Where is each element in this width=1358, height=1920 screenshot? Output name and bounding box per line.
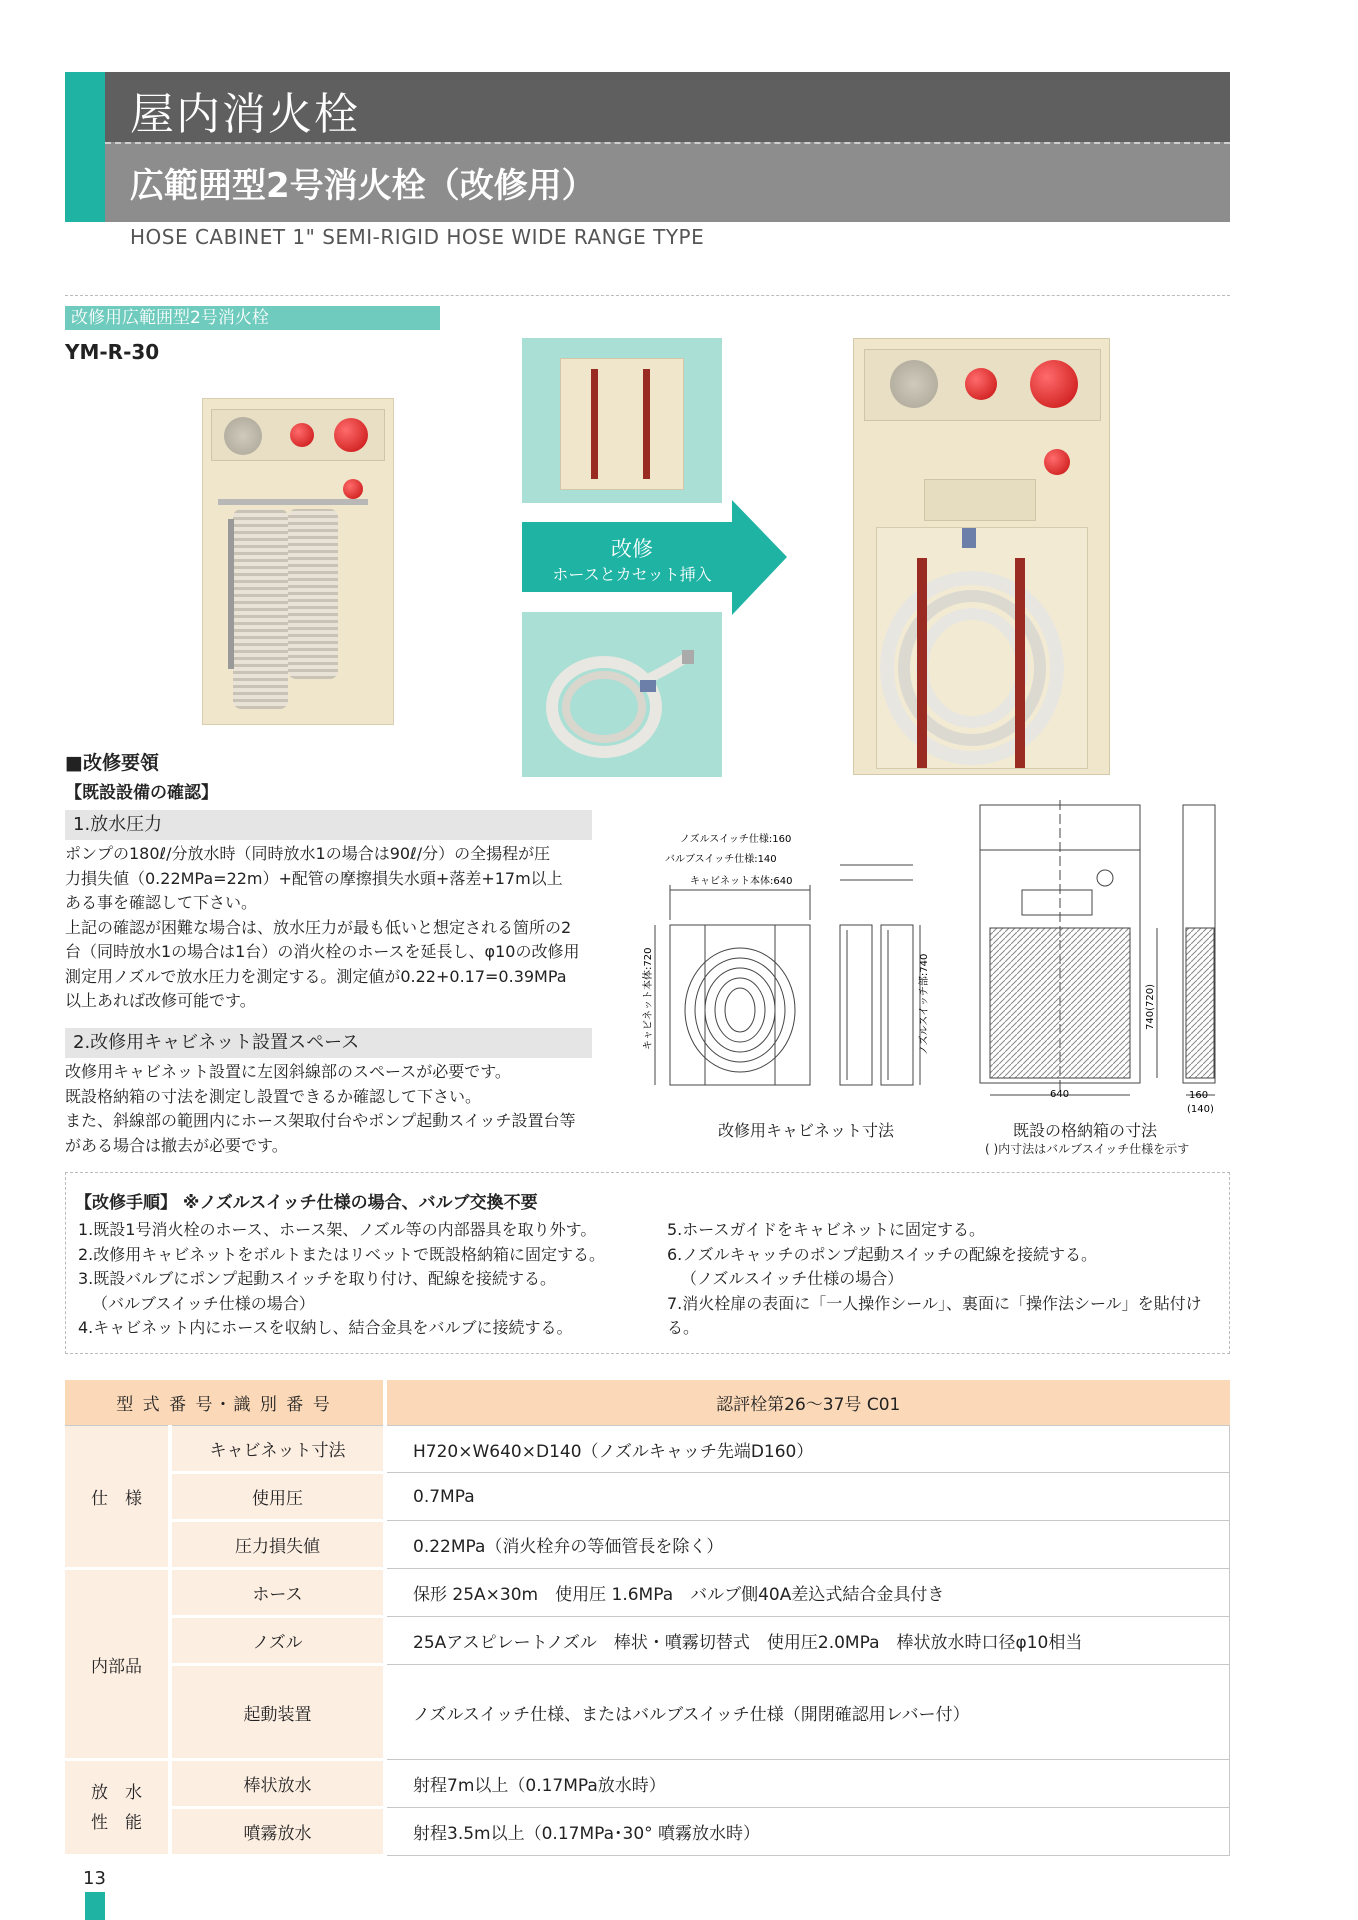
row-label: ホース xyxy=(170,1569,385,1617)
section1-body xyxy=(65,842,605,1014)
procedure-heading: 【改修手順】 ※ノズルスイッチ仕様の場合、バルブ交換不要 xyxy=(75,1193,538,1213)
valve-icon xyxy=(1044,449,1070,475)
photo-existing-cabinet xyxy=(202,398,394,725)
label-nozzle-switch: ノズルスイッチ仕様:160 xyxy=(680,834,792,845)
dim-depth: 160 xyxy=(1189,1090,1209,1101)
coiled-hose-icon xyxy=(522,612,722,777)
table-row xyxy=(65,1521,1230,1569)
procedure-step: 3.既設バルブにポンプ起動スイッチを取り付け、配線を接続する。 xyxy=(78,1269,556,1288)
text-line: ポンプの180ℓ/分放水時（同時放水1の場合は90ℓ/分）の全揚程が圧 xyxy=(65,844,551,863)
hose-strap xyxy=(643,369,650,479)
row-label: 起動装置 xyxy=(170,1665,385,1760)
category-spec: 仕 様 xyxy=(65,1426,170,1569)
row-label: 棒状放水 xyxy=(170,1760,385,1808)
table-row xyxy=(65,1380,1230,1426)
table-header-value: 認評栓第26〜37号 C01 xyxy=(385,1380,1230,1426)
table-row xyxy=(65,1665,1230,1760)
row-value: 射程3.5m以上（0.17MPa･30° 噴霧放水時） xyxy=(385,1808,1230,1856)
table-row xyxy=(65,1760,1230,1808)
procedure-step: （バルブスイッチ仕様の場合） xyxy=(92,1293,315,1313)
category-parts: 内部品 xyxy=(65,1569,170,1760)
table-row xyxy=(65,1473,1230,1521)
procedure-step: 5.ホースガイドをキャビネットに固定する。 xyxy=(667,1220,985,1239)
cabinet-dimension-drawing xyxy=(635,820,930,1090)
category-performance-line1: 放 水 xyxy=(91,1782,142,1803)
text-line: 台（同時放水1の場合は1台）の消火栓のホースを延長し、φ10の改修用 xyxy=(65,942,580,961)
text-line: がある場合は撤去が必要です。 xyxy=(65,1135,288,1155)
text-line: ある事を確認して下さい。 xyxy=(65,893,258,912)
label-cabinet-width: キャビネット本体:640 xyxy=(690,876,793,887)
nozzle xyxy=(228,519,234,669)
guide-subheading: 【既設設備の確認】 xyxy=(65,783,218,803)
folded-hose xyxy=(233,509,288,709)
text-line: 測定用ノズルで放水圧力を測定する。測定値が0.22+0.17=0.39MPa xyxy=(65,966,567,986)
valve-icon xyxy=(343,479,363,499)
row-value: ノズルスイッチ仕様、またはバルブスイッチ仕様（開閉確認用レバー付） xyxy=(385,1665,1230,1760)
table-row xyxy=(65,1426,1230,1473)
arrow-label: 改修 xyxy=(611,537,653,561)
product-tag: 改修用広範囲型2号消火栓 xyxy=(65,306,440,330)
label-valve-switch: バルブスイッチ仕様:140 xyxy=(665,854,777,865)
alarm-bell-icon xyxy=(334,418,368,452)
label-nozzle-part: ノズルスイッチ部:740 xyxy=(919,953,930,1055)
text-line: 改修用キャビネット設置に左図斜線部のスペースが必要です。 xyxy=(65,1062,511,1081)
procedure-step: 6.ノズルキャッチのポンプ起動スイッチの配線を接続する。 xyxy=(667,1244,1097,1264)
procedure-step: 2.改修用キャビネットをボルトまたはリベットで既設格納箱に固定する。 xyxy=(78,1244,605,1264)
cassette-cabinet xyxy=(560,358,684,490)
row-value: 射程7m以上（0.17MPa放水時） xyxy=(385,1760,1230,1808)
label-cabinet-height: キャビネット本体:720 xyxy=(643,947,654,1050)
row-label: 噴霧放水 xyxy=(170,1808,385,1856)
dim-height: 740(720) xyxy=(1145,984,1156,1030)
model-number: YM-R-30 xyxy=(65,340,160,364)
caption-note: ( )内寸法はバルブスイッチ仕様を示す xyxy=(985,1142,1190,1156)
procedure-right-list xyxy=(667,1218,1227,1341)
section2-title: 2.改修用キャビネット設置スペース xyxy=(65,1028,592,1058)
table-row xyxy=(65,1617,1230,1665)
hose-strap xyxy=(591,369,598,479)
row-label: 使用圧 xyxy=(170,1473,385,1521)
alarm-panel xyxy=(864,349,1101,421)
spec-table xyxy=(65,1380,1230,1857)
section1-title: 1.放水圧力 xyxy=(65,810,592,840)
text-line: 既設格納箱の寸法を測定し設置できるか確認して下さい。 xyxy=(65,1086,482,1106)
procedure-left-list xyxy=(78,1218,658,1341)
row-value: 0.7MPa xyxy=(385,1473,1230,1521)
photo-converted-cabinet xyxy=(853,338,1110,775)
speaker-icon xyxy=(890,360,938,408)
row-value: 0.22MPa（消火栓弁の等価管長を除く） xyxy=(385,1521,1230,1569)
hose-coil-icon xyxy=(877,528,1087,768)
arrow-sublabel: ホースとカセット挿入 xyxy=(552,565,712,584)
footer-accent xyxy=(85,1892,105,1920)
row-value: 25Aアスピレートノズル 棒状・噴霧切替式 使用圧2.0MPa 棒状放水時口径φ10相当 xyxy=(385,1617,1230,1665)
guide-heading: ■改修要領 xyxy=(65,752,159,774)
hose-rack xyxy=(218,499,368,505)
existing-housing-drawing xyxy=(975,800,1230,1115)
category-performance xyxy=(65,1760,170,1856)
hose-cassette xyxy=(876,527,1088,769)
page-number: 13 xyxy=(83,1868,106,1889)
header-accent xyxy=(65,72,105,222)
row-label: キャビネット寸法 xyxy=(170,1426,385,1473)
procedure-step: 1.既設1号消火栓のホース、ホース架、ノズル等の内部器具を取り外す。 xyxy=(78,1220,597,1239)
divider xyxy=(65,295,1230,296)
table-row xyxy=(65,1808,1230,1856)
section2-body xyxy=(65,1060,605,1158)
switch-plate xyxy=(924,479,1036,521)
caption-existing-housing: 既設の格納箱の寸法 xyxy=(1013,1121,1158,1140)
category-performance-line2: 性 能 xyxy=(91,1812,142,1833)
indicator-lamp-icon xyxy=(965,368,997,400)
table-row xyxy=(65,1569,1230,1617)
text-line: 以上あれば改修可能です。 xyxy=(65,991,256,1010)
text-line: 力損失値（0.22MPa=22m）+配管の摩擦損失水頭+落差+17m以上 xyxy=(65,868,563,888)
page-title: 屋内消火栓 xyxy=(130,89,360,140)
row-value: H720×W640×D140（ノズルキャッチ先端D160） xyxy=(385,1426,1230,1473)
page-subtitle: 広範囲型2号消火栓（改修用） xyxy=(130,166,596,206)
alarm-bell-icon xyxy=(1030,360,1078,408)
row-label: ノズル xyxy=(170,1617,385,1665)
caption-retrofit-cabinet: 改修用キャビネット寸法 xyxy=(718,1121,895,1140)
photo-cassette-cabinet xyxy=(522,338,722,503)
table-header-label: 型 式 番 号・識 別 番 号 xyxy=(65,1380,385,1426)
procedure-step: 4.キャビネット内にホースを収納し、結合金具をバルブに接続する。 xyxy=(78,1318,573,1337)
row-label: 圧力損失値 xyxy=(170,1521,385,1569)
indicator-lamp-icon xyxy=(290,423,314,447)
dim-width: 640 xyxy=(1050,1089,1070,1100)
text-line: また、斜線部の範囲内にホース架取付台やポンプ起動スイッチ設置台等 xyxy=(65,1111,576,1130)
alarm-panel xyxy=(211,409,385,461)
english-title: HOSE CABINET 1" SEMI-RIGID HOSE WIDE RANGE TYPE xyxy=(130,225,705,249)
row-value: 保形 25A×30m 使用圧 1.6MPa バルブ側40A差込式結合金具付き xyxy=(385,1569,1230,1617)
speaker-icon xyxy=(224,417,262,455)
procedure-step: 7.消火栓扉の表面に「一人操作シール」、裏面に「操作法シール」を貼付ける。 xyxy=(667,1293,1202,1337)
folded-hose xyxy=(288,509,338,679)
text-line: 上記の確認が困難な場合は、放水圧力が最も低いと想定される箇所の2 xyxy=(65,917,572,937)
photo-coiled-hose xyxy=(522,612,722,777)
dim-depth-valve: (140) xyxy=(1187,1104,1214,1115)
procedure-step: （ノズルスイッチ仕様の場合） xyxy=(681,1269,904,1288)
